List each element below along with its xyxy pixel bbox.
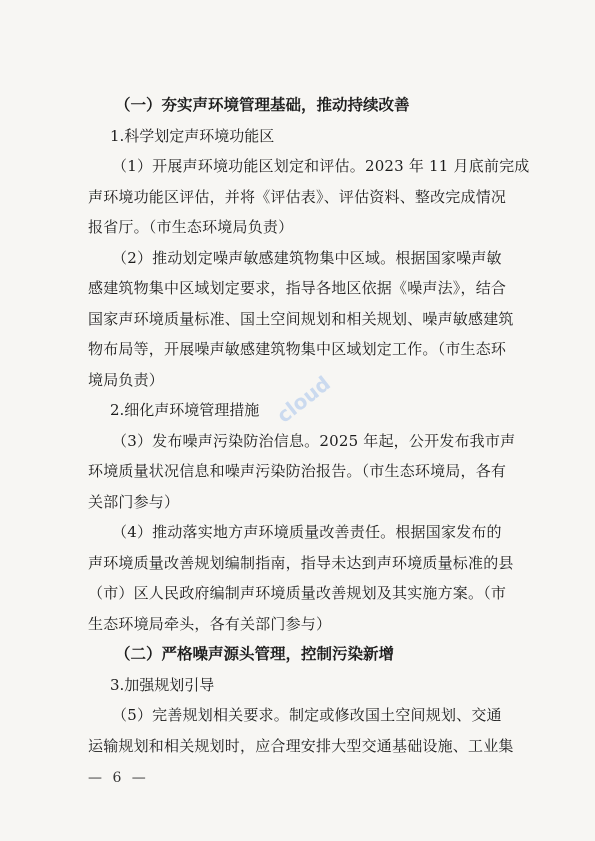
text-line: （5）完善规划相关要求。制定或修改国土空间规划、交通 (112, 706, 502, 724)
text-line: （3）发布噪声污染防治信息。2025 年起，公开发布我市声 (112, 431, 516, 450)
text-line: 生态环境局牵头，各有关部门参与） (88, 614, 332, 633)
watermark: cloud (272, 371, 335, 428)
text-line: （4）推动落实地方声环境质量改善责任。根据国家发布的 (112, 523, 502, 541)
section-heading-2: （二）严格噪声源头管理，控制污染新增 (115, 644, 395, 663)
paragraph-3 (88, 426, 520, 518)
text-line: 环境质量状况信息和噪声污染防治报告。（市生态环境局，各有 (88, 462, 507, 480)
text-line: 境局负责） (88, 370, 165, 389)
text-line: （1）开展声环境功能区划定和评估。2023 年 11 月底前完成 (112, 157, 530, 175)
text-line: 国家声环境质量标准、国土空间规划和相关规划、噪声敏感建筑 (88, 309, 514, 328)
section-heading-1: （一）夯实声环境管理基础，推动持续改善 (115, 95, 410, 114)
text-line: （市）区人民政府编制声环境质量改善规划及其实施方案。（市 (88, 584, 507, 602)
text-line: 声环境质量改善规划编制指南，指导未达到声环境质量标准的县 (88, 553, 514, 572)
text-line: 声环境功能区评估，并将《评估表》、评估资料、整改完成情况 (88, 187, 507, 206)
subsection-heading-1: 1.科学划定声环境功能区 (110, 126, 275, 145)
paragraph-2 (88, 243, 520, 396)
text-line: 感建筑物集中区域划定要求，指导各地区依据《噪声法》，结合 (88, 279, 507, 297)
paragraph-4 (88, 517, 520, 639)
text-line: 运输规划和相关规划时，应合理安排大型交通基础设施、工业集 (88, 736, 514, 755)
page-number: — 6 — (88, 770, 149, 786)
text-line: （2）推动划定噪声敏感建筑物集中区域。根据国家噪声敏 (112, 248, 502, 267)
paragraph-1 (88, 151, 530, 243)
text-line: 物布局等，开展噪声敏感建筑物集中区域划定工作。（市生态环 (88, 340, 507, 358)
text-line: 报省厅。（市生态环境局负责） (88, 218, 294, 236)
text-line: 关部门参与） (88, 492, 180, 511)
paragraph-5 (88, 700, 520, 761)
subsection-heading-2: 2.细化声环境管理措施 (110, 401, 260, 419)
subsection-heading-3: 3.加强规划引导 (110, 675, 215, 694)
